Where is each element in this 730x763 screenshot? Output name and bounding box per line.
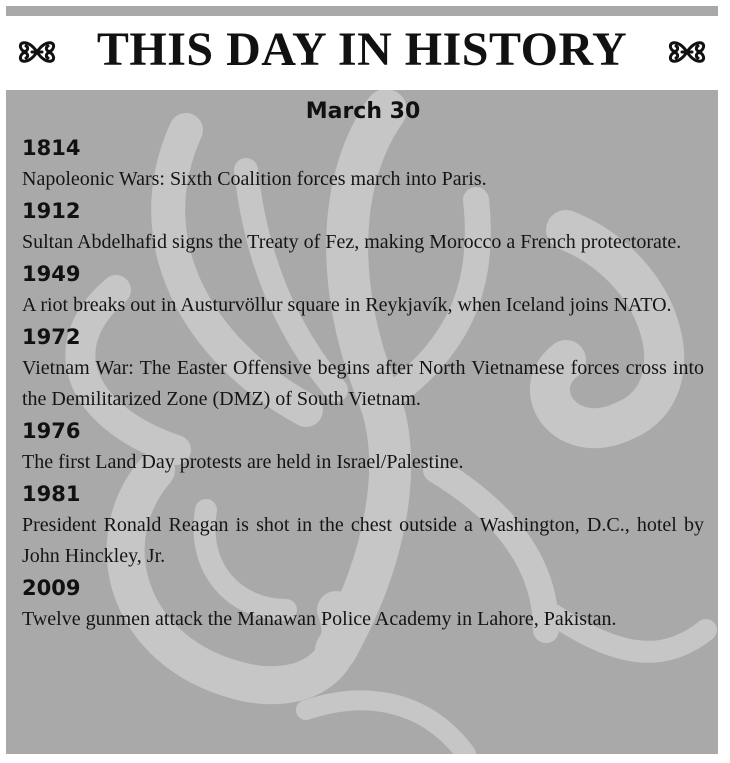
history-panel bbox=[6, 90, 718, 754]
header bbox=[6, 18, 718, 90]
scroll-ornament-icon bbox=[664, 32, 710, 72]
entry-text: Vietnam War: The Easter Offensive begins after North Vietnamese forces cross into the Demilitarized Zone (DMZ) of South Vietnam. bbox=[22, 357, 704, 410]
top-rule bbox=[6, 6, 718, 16]
entry-year: 1814 bbox=[22, 136, 81, 160]
entry-text: Sultan Abdelhafid signs the Treaty of Fez, making Morocco a French protectorate. bbox=[22, 231, 682, 253]
entry-text: Napoleonic Wars: Sixth Coalition forces march into Paris. bbox=[22, 168, 487, 190]
entry-text: Twelve gunmen attack the Manawan Police Academy in Lahore, Pakistan. bbox=[22, 608, 617, 630]
entry-text: President Ronald Reagan is shot in the chest outside a Washington, D.C., hotel by John Hinckley, Jr. bbox=[22, 514, 704, 567]
entry-year: 1972 bbox=[22, 325, 81, 349]
entry-text: A riot breaks out in Austurvöllur square in Reykjavík, when Iceland joins NATO. bbox=[22, 294, 672, 316]
entry-year: 2009 bbox=[22, 576, 81, 600]
entry-text: The first Land Day protests are held in Israel/Palestine. bbox=[22, 451, 464, 473]
entry-year: 1912 bbox=[22, 199, 81, 223]
date-heading: March 30 bbox=[305, 99, 421, 124]
scroll-ornament-icon bbox=[14, 32, 60, 72]
history-card bbox=[6, 6, 718, 754]
entry-year: 1981 bbox=[22, 482, 81, 506]
page-title: THIS DAY IN HISTORY bbox=[96, 23, 628, 76]
entries bbox=[22, 98, 704, 635]
entry-year: 1976 bbox=[22, 419, 81, 443]
entry-year: 1949 bbox=[22, 262, 81, 286]
